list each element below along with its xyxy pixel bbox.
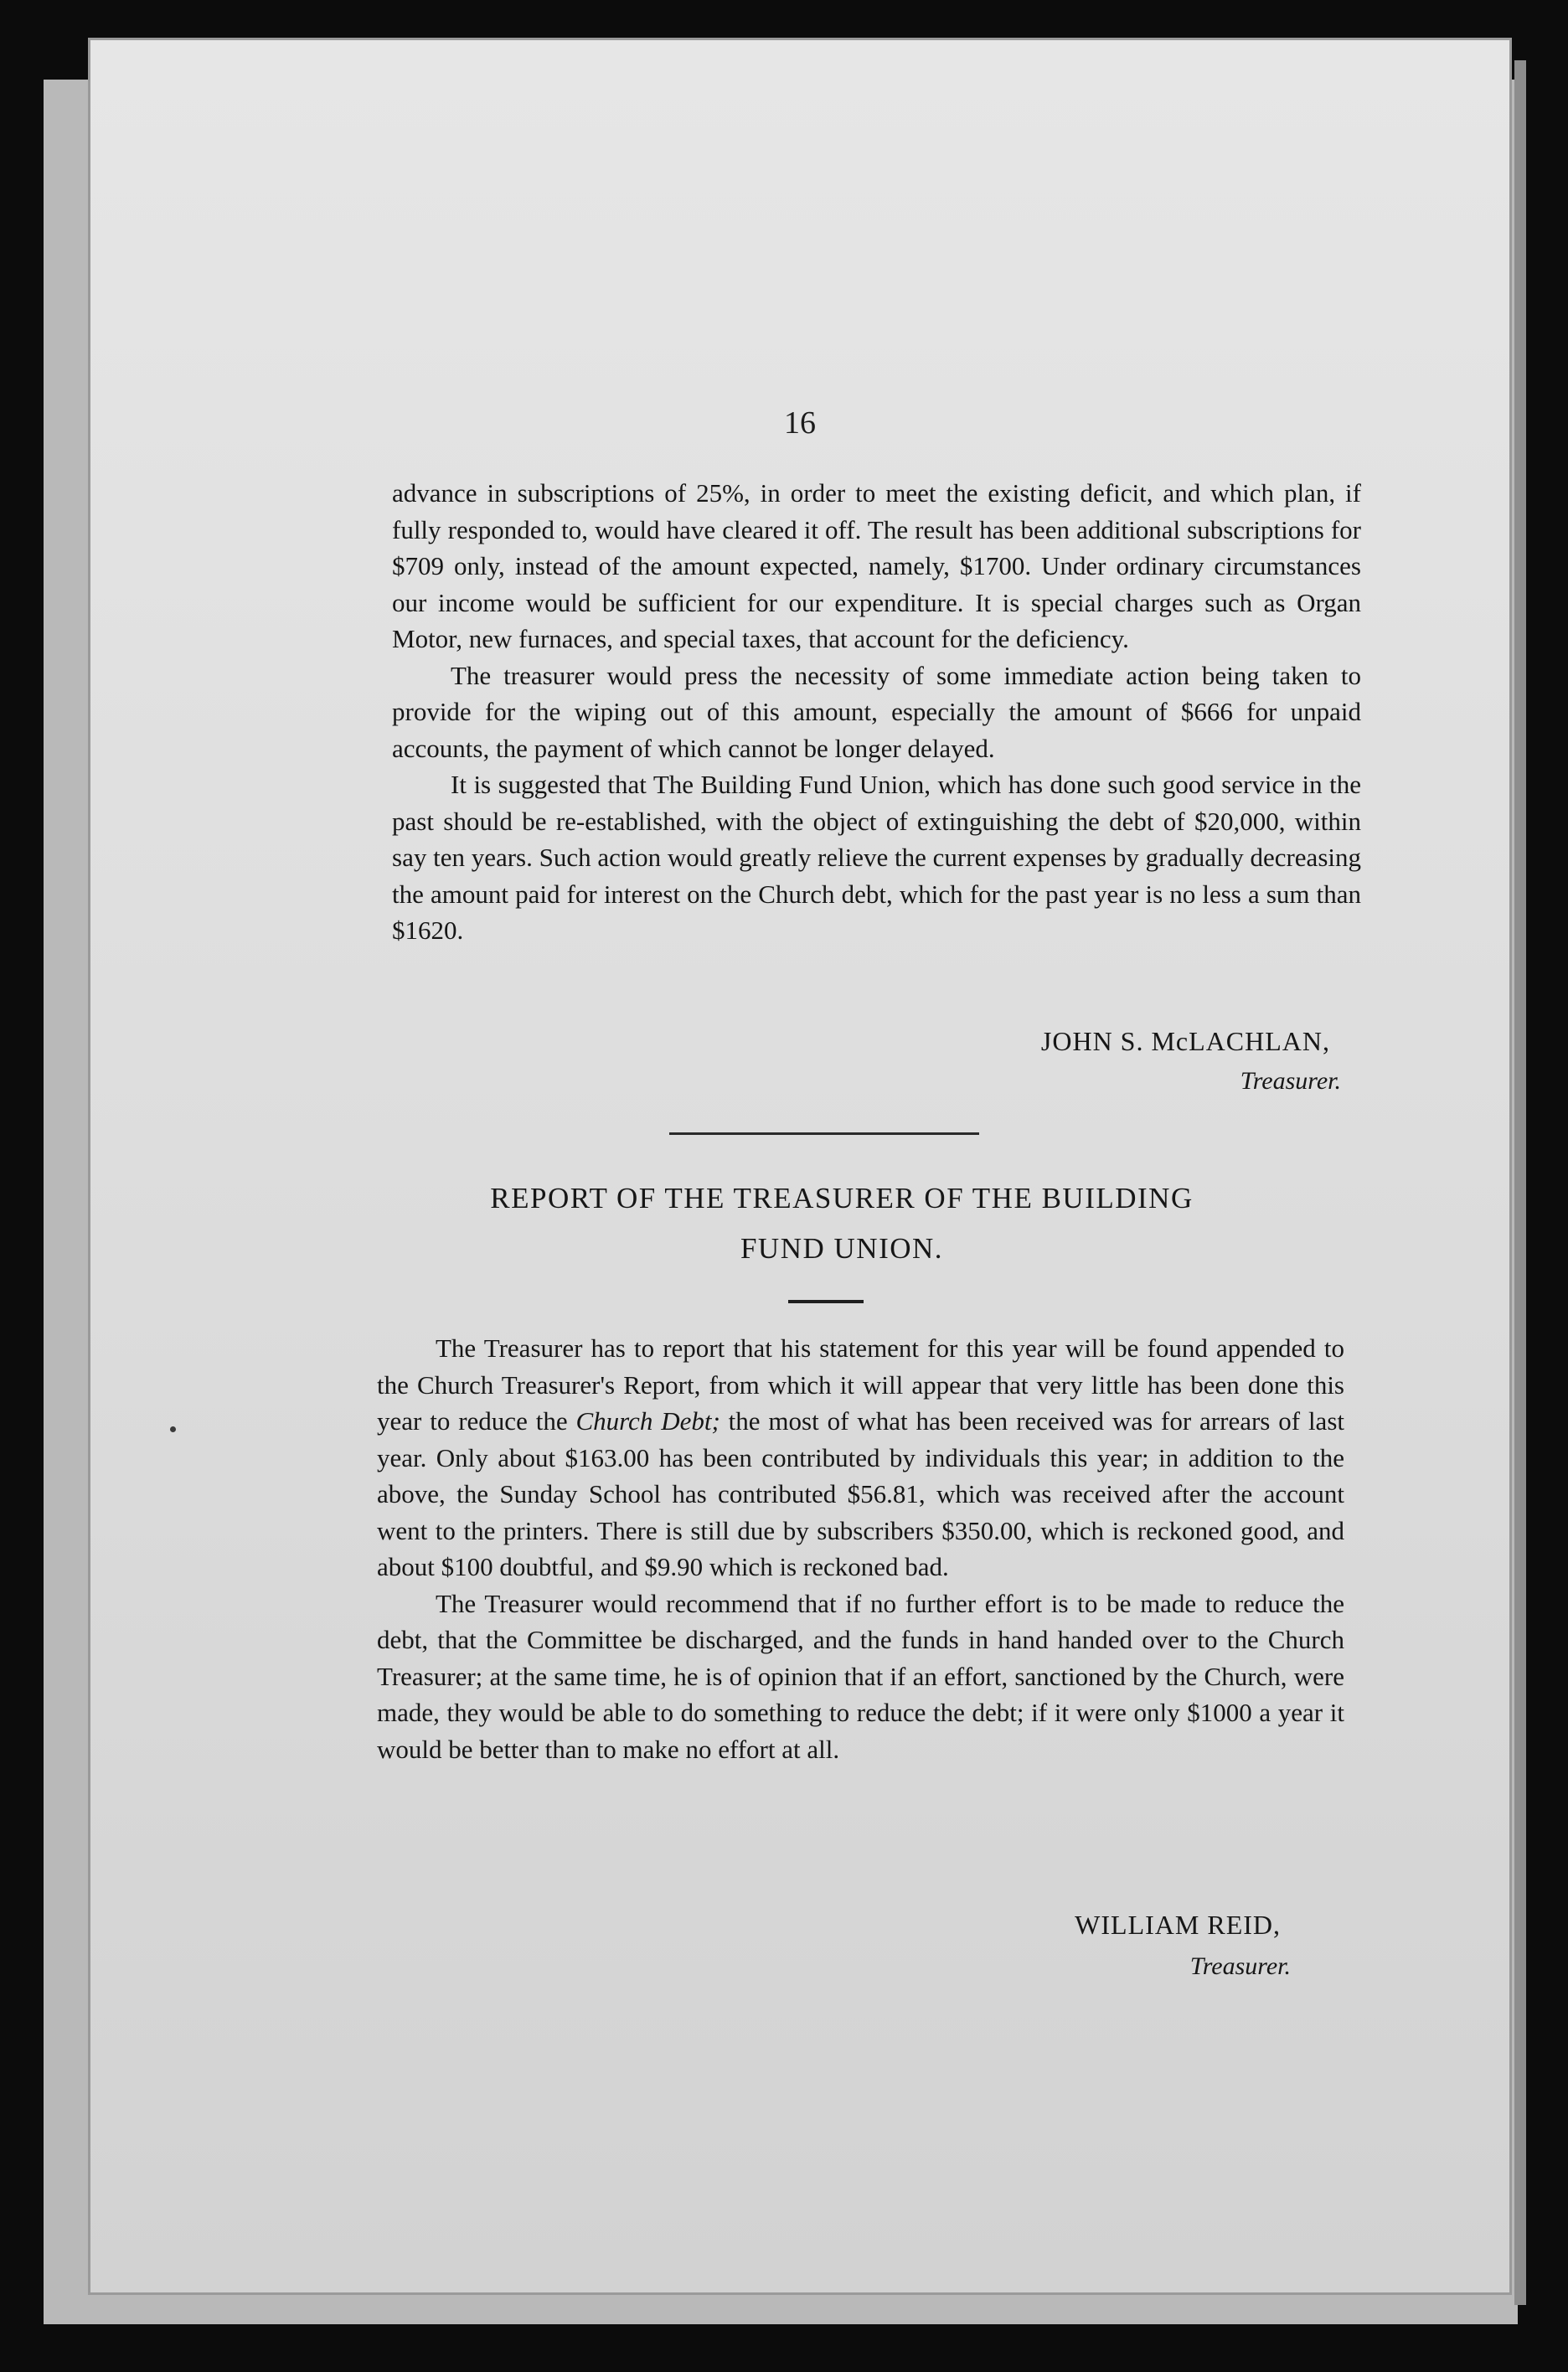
building-fund-report [377,1330,1344,1767]
paragraph: The treasurer would press the necessity of some immediate action being taken to provide for the wiping out of this amount, especially the amount of $666 for unpaid accounts, the payment of which cannot be longer delayed. [392,660,1361,763]
page-number: 16 [784,405,816,441]
paragraph: advance in subscriptions of 25%, in order to meet the existing deficit, and which plan, if fully responded to, would have cleared it off. The result has been additional subscriptions for $709 only, instead of the amount expected, namely, $1700. Under ordinary circumstances our income would be sufficient for our expenditure. It is special charges such as Organ Motor, new furnaces, and special taxes, that account for the deficiency. [392,478,1361,653]
paragraph-text: the most of what has been received was for arrears of last year. Only about $163.00 has been contributed by individuals this year; in addition to the above, the Sunday School has contributed $56.81, which was received after the account went to the printers. There is still due by subscribers $350.00, which is reckoned good, and about $100 doubtful, and $9.90 which is reckoned bad. [377,1406,1344,1581]
section-divider [669,1132,979,1135]
paragraph-text: The Treasurer has to report that his statement for this year will be found appended to the Church Treasurer's Report, from which it will appear that very little has been done this year to reduce the [377,1333,1344,1436]
paragraph: It is suggested that The Building Fund Union, which has done such good service in the past should be re-established, with the object of extinguishing the debt of $20,000, within say ten years. Such action would greatly relieve the current expenses by gradually decreasing the amount paid for interest on the Church debt, which for the past year is no less a sum than $1620. [392,770,1361,945]
paragraph: The Treasurer would recommend that if no further effort is to be made to reduce the debt, that the Committee be discharged, and the funds in hand handed over to the Church Treasurer; at the same time, he is of opinion that if an effort, sanctioned by the Church, were made, they would be able to do something to reduce the debt; if it were only $1000 a year it would be better than to make no effort at all. [377,1588,1344,1764]
signature-name: WILLIAM REID, [1075,1910,1281,1940]
section-heading: REPORT OF THE TREASURER OF THE BUILDING [490,1182,1194,1214]
page-edge [1514,60,1526,2305]
signature-block [1040,1026,1341,1096]
ink-speck [170,1426,176,1432]
signature-title: Treasurer. [1240,1067,1341,1095]
italic-text: Church Debt; [575,1406,720,1436]
document-page [88,38,1512,2295]
treasurer-report-continuation [392,475,1361,949]
signature-title: Treasurer. [1189,1952,1291,1980]
paragraph [377,1330,1344,1586]
heading-rule [788,1300,864,1303]
signature-block [1075,1910,1291,1981]
section-heading-continued: FUND UNION. [740,1232,944,1265]
signature-name: JOHN S. McLACHLAN, [1040,1026,1330,1056]
